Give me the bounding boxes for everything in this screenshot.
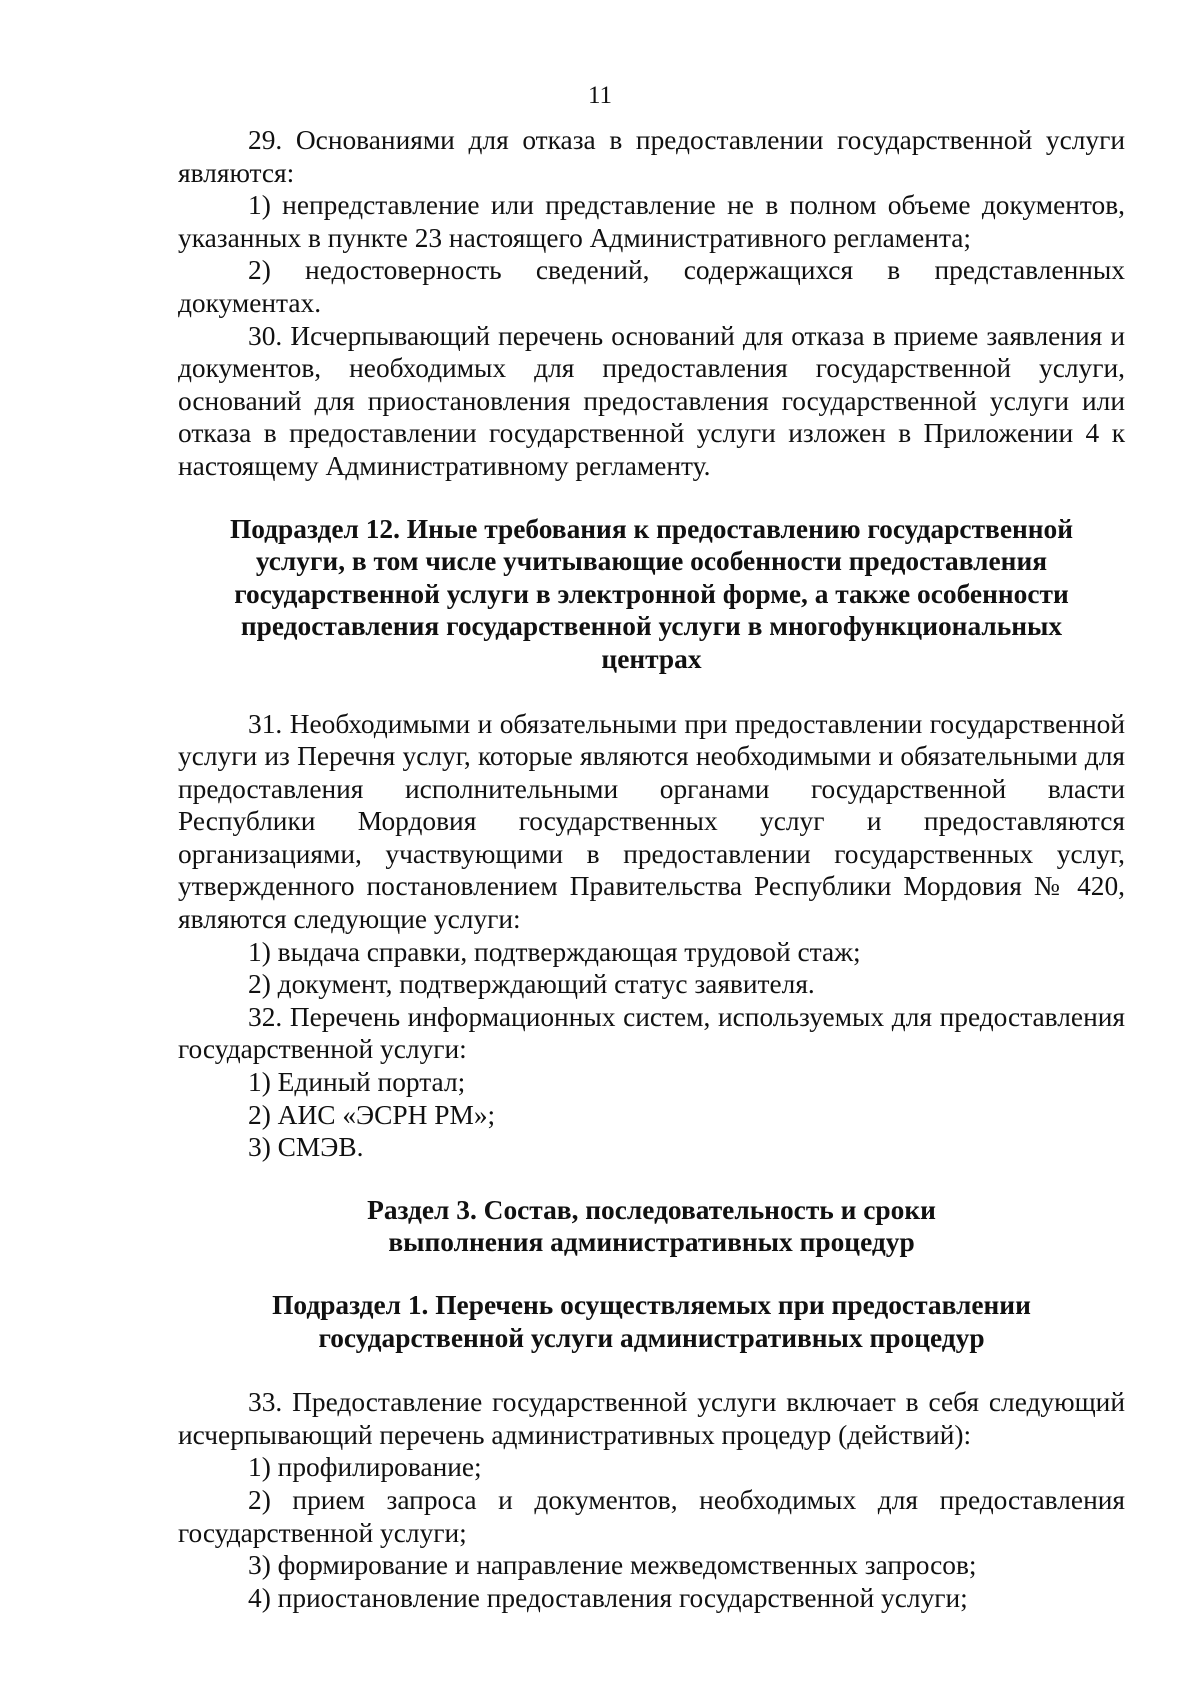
paragraph-31: 31. Необходимыми и обязательными при предоставлении государственной услуги из Перечня услуг, которые являются необходимыми и обязательными для предоставления исполнительными органами государственной власти Республики Мордовия государственных услуг и предоставляются организациями, участвующими в предоставлении государственных услуг, утвержденного постановлением Правительства Республики Мордовия № 420, являются следующие услуги: [178, 708, 1125, 935]
paragraph-29-item-1: 1) непредставление или представление не в полном объеме документов, указанных в пункте 23 настоящего Административного регламента; [178, 190, 1125, 253]
paragraph-33: 33. Предоставление государственной услуги включает в себя следующий исчерпывающий перечень административных процедур (действий): [178, 1387, 1125, 1450]
subsection-12-heading: Подраздел 12. Иные требования к предоставлению государственной услуги, в том числе учитывающие особенности предоставления государственной услуги в электронной форме, а также особенности предоставления государственной услуги в многофункциональных центрах [229, 513, 1074, 674]
paragraph-29: 29. Основаниями для отказа в предоставлении государственной услуги являются: [178, 125, 1125, 188]
paragraph-32-item-2: 2) АИС «ЭСРН РМ»; [248, 1099, 496, 1130]
paragraph-32-item-3: 3) СМЭВ. [248, 1132, 364, 1163]
document-body [178, 124, 1125, 1614]
section-3-heading: Раздел 3. Состав, последовательность и сроки выполнения административных процедур [367, 1194, 936, 1258]
page-number: 11 [587, 82, 613, 109]
paragraph-33-item-3: 3) формирование и направление межведомственных запросов; [248, 1550, 977, 1581]
subsection-1-heading: Подраздел 1. Перечень осуществляемых при предоставлении государственной услуги административных процедур [272, 1290, 1031, 1353]
paragraph-29-item-2: 2) недостоверность сведений, содержащихся в представленных документах. [178, 255, 1125, 318]
paragraph-30: 30. Исчерпывающий перечень оснований для отказа в приеме заявления и документов, необходимых для предоставления государственной услуги, оснований для приостановления предоставления государственной услуги или отказа в предоставлении государственной услуги изложен в Приложении 4 к настоящему Административному регламенту. [178, 320, 1125, 481]
paragraph-33-item-2: 2) прием запроса и документов, необходимых для предоставления государственной услуги; [178, 1484, 1125, 1548]
paragraph-31-item-2: 2) документ, подтверждающий статус заявителя. [248, 969, 815, 1000]
paragraph-32: 32. Перечень информационных систем, используемых для предоставления государственной услуги: [178, 1001, 1125, 1065]
paragraph-33-item-1: 1) профилирование; [248, 1452, 482, 1483]
paragraph-31-item-1: 1) выдача справки, подтверждающая трудовой стаж; [248, 936, 861, 967]
paragraph-32-item-1: 1) Единый портал; [248, 1067, 466, 1098]
paragraph-33-item-4: 4) приостановление предоставления государственной услуги; [248, 1582, 968, 1613]
